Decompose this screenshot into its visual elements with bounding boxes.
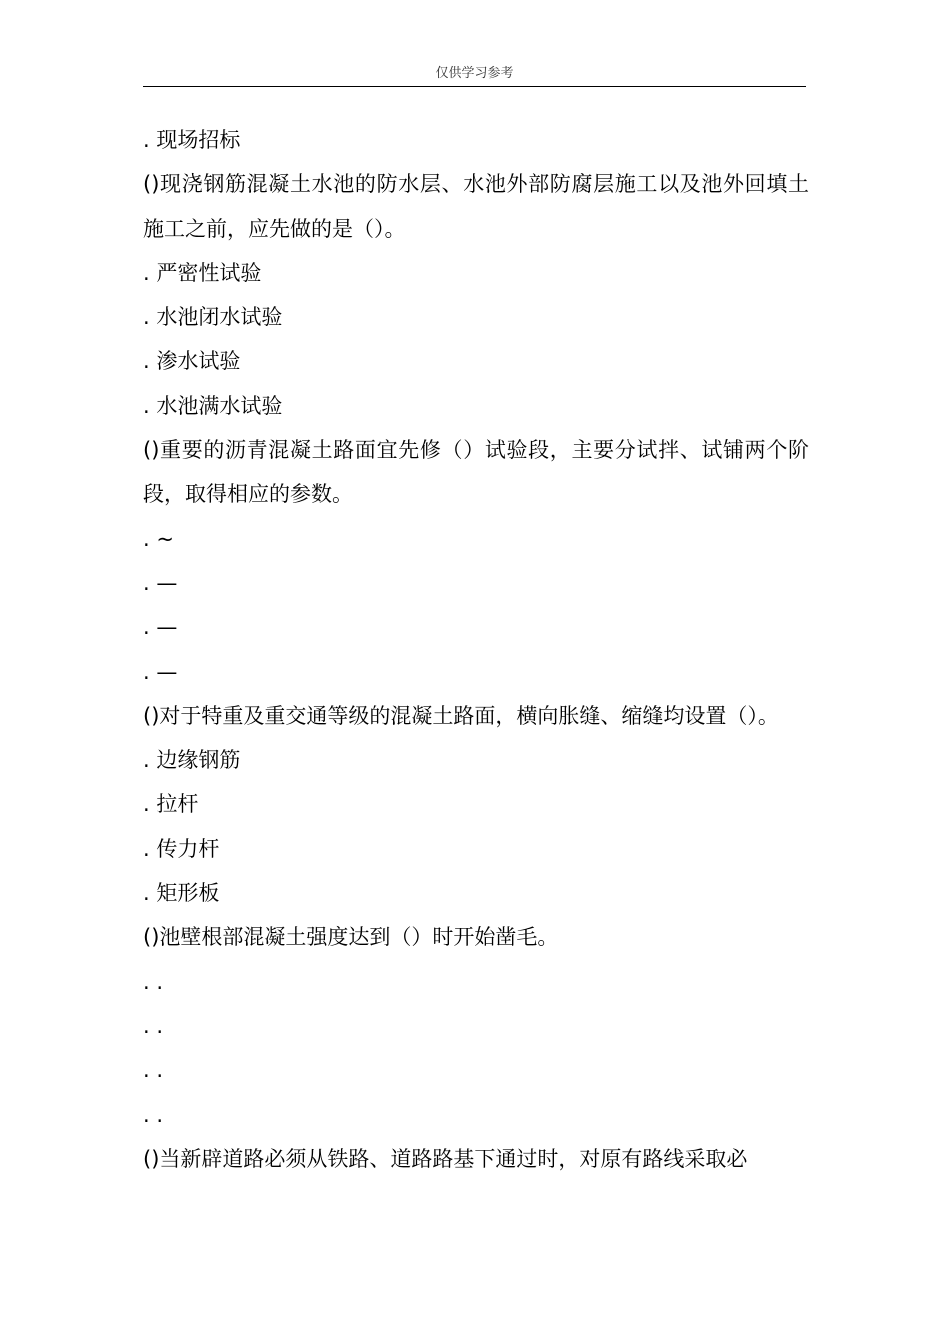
option-line: . 水池闭水试验	[143, 305, 283, 330]
option-line: . —	[143, 570, 178, 595]
option-line: . .	[143, 1102, 164, 1127]
option-line: . 渗水试验	[143, 349, 241, 374]
option-line: . —	[143, 615, 178, 640]
option-line: . .	[143, 1013, 164, 1038]
option-line: . 矩形板	[143, 881, 220, 906]
option-line: . ~	[143, 526, 174, 551]
question-line: ()现浇钢筋混凝土水池的防水层、水池外部防腐层施工以及池外回填土施工之前，应先做的是（）。	[143, 172, 809, 241]
option-line: . .	[143, 969, 164, 994]
option-line: . .	[143, 1058, 164, 1083]
option-line: . 严密性试验	[143, 260, 262, 285]
option-line: . 传力杆	[143, 836, 220, 861]
header-text: 仅供学习参考	[435, 66, 514, 81]
question-line: ()池壁根部混凝土强度达到（）时开始凿毛。	[143, 925, 559, 950]
option-line: . 拉杆	[143, 792, 199, 817]
option-line: . 现场招标	[143, 128, 241, 152]
option-line: . 边缘钢筋	[143, 748, 241, 773]
question-line: ()对于特重及重交通等级的混凝土路面，横向胀缝、缩缝均设置（）。	[143, 703, 779, 728]
question-line: ()重要的沥青混凝土路面宜先修（）试验段，主要分试拌、试铺两个阶段，取得相应的参数。	[143, 438, 809, 507]
document-body	[143, 118, 809, 1181]
option-line: . 水池满水试验	[143, 393, 283, 418]
question-line: ()当新辟道路必须从铁路、道路路基下通过时，对原有路线采取必	[143, 1146, 748, 1171]
page-header	[143, 64, 806, 87]
option-line: . —	[143, 659, 178, 684]
